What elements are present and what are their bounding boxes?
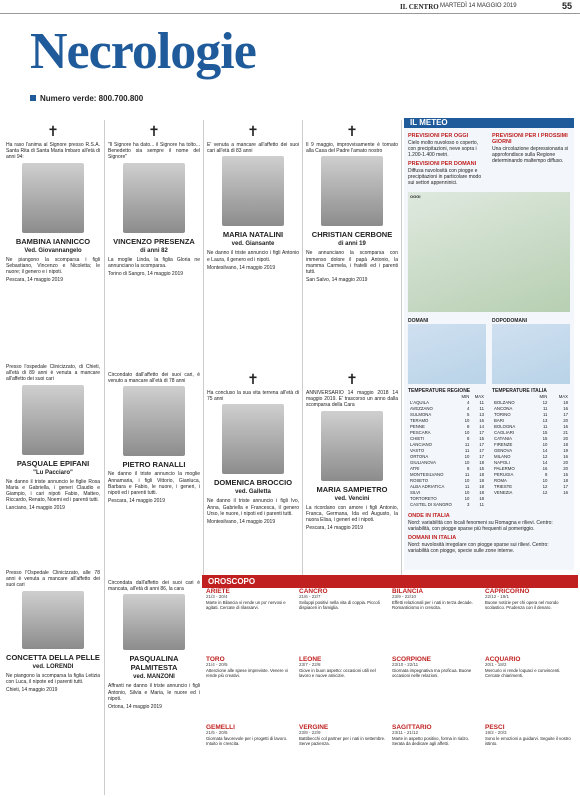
sign-name: CAPRICORNO [485, 588, 530, 595]
table-cell: 3 [466, 502, 470, 507]
deceased-name: MARIA SAMPIETRO [316, 484, 388, 494]
forecast-tomorrow-text: Diffusa nuvolosità con piogge e precipitazioni in particolare modo sui settori appenninici. [408, 168, 482, 186]
notice-intro: "Il Signore ha dato... il Signore ha tolto... Benedetto sia sempre il nome del Signore" [108, 142, 200, 161]
table-cell: VENEZIA [494, 490, 513, 495]
notice-body: La moglie Linda, la figlia Gloria ne annunciano la scomparsa. [108, 256, 200, 269]
weather-panel [404, 118, 574, 570]
table-cell: 17 [479, 430, 484, 435]
sign-name: BILANCIA [392, 588, 424, 595]
cross-icon: ✝ [148, 123, 160, 139]
table-cell: 18 [479, 484, 484, 489]
table-cell: 10 [464, 490, 470, 495]
table-cell: 21 [563, 430, 568, 435]
table-cell: 20 [563, 466, 568, 471]
horoscope-sign [299, 589, 387, 611]
table-cell: 11 [479, 502, 484, 507]
map-dopodomani-label: DOPODOMANI [492, 318, 527, 324]
tomorrow-italy-heading: DOMANI IN ITALIA [408, 535, 457, 541]
horoscope-sign [485, 657, 573, 679]
sign-name: PESCI [485, 724, 505, 731]
deceased-subtitle: di anni 19 [338, 241, 366, 248]
map-domani-label: DOMANI [408, 318, 429, 324]
notice-place-date: Torino di Sangro, 14 maggio 2019 [108, 271, 184, 278]
deceased-name: VINCENZO PRESENZA [113, 236, 195, 246]
notice-place-date: Pescara, 14 maggio 2019 [108, 498, 165, 505]
table-cell: 20 [563, 460, 568, 465]
column-divider [302, 120, 303, 575]
sign-name: ACQUARIO [485, 656, 521, 663]
sea-heading: ONDE IN ITALIA [408, 513, 450, 519]
table-cell: 20 [563, 418, 568, 423]
map-domani [408, 318, 486, 384]
sign-text: Giove in buon aspetto: occasioni utili nel lavoro e nuove amicizie. [299, 667, 376, 679]
cross-icon: ✝ [247, 371, 259, 387]
horoscope-sign [392, 589, 480, 611]
notice-body: Ne danno il triste annuncio la moglie Annamaria, i figli Vittorio, Gianluca, Barbara e Fabio, le nuore, i generi, i nipoti ed i parenti tutti. [108, 471, 200, 497]
sign-dates: 21/3 - 20/4 [206, 594, 228, 600]
table-cell: 15 [563, 472, 568, 477]
table-cell: FIRENZE [494, 442, 513, 447]
cross-icon: ✝ [346, 371, 358, 387]
tomorrow-italy-text: Nord: nuvolosità irregolare con piogge sparse sui rilievi. Centro: variabilità con piogge, specie sulle zone interne. [408, 542, 549, 554]
table-cell: 16 [563, 454, 568, 459]
table-cell: ROMA [494, 478, 507, 483]
sign-dates: 23/8 - 22/9 [299, 730, 321, 736]
table-cell: 13 [479, 412, 484, 417]
table-cell: 5 [466, 412, 470, 417]
table-cell: 18 [563, 400, 568, 405]
table-cell: 11 [464, 472, 470, 477]
deceased-name: CONCETTA DELLA PELLE [6, 652, 100, 662]
table-cell: 17 [479, 442, 484, 447]
notice-place-date: Lanciano, 14 maggio 2019 [6, 505, 65, 512]
sign-dates: 21/4 - 20/5 [206, 662, 228, 668]
phone-number: Numero verde: 800.700.800 [40, 94, 144, 103]
table-cell: 10 [464, 496, 470, 501]
table-cell: 10 [542, 442, 548, 447]
obituary-notice [306, 122, 398, 285]
notice-place-date: Montesilvano, 14 maggio 2019 [207, 264, 276, 271]
notice-intro: E' venuta a mancare all'affetto dei suoi cari all'età di 83 anni [207, 142, 299, 155]
table-cell: TERAMO [410, 418, 429, 423]
deceased-name: MARIA NATALINI [222, 230, 284, 240]
horoscope-sign [392, 725, 480, 747]
deceased-name: BAMBINA IANNICCO [15, 236, 91, 246]
column-header: MIN [461, 394, 470, 399]
table-cell: 10 [464, 460, 470, 465]
obituary-notice [108, 122, 200, 279]
table-cell: 12 [542, 454, 548, 459]
table-cell: 16 [542, 466, 548, 471]
sign-name: SAGITTARIO [392, 724, 432, 731]
sign-text: Mercurio vi rende loquaci e convincenti. Cercate chiarimenti. [485, 667, 561, 679]
table-cell: 18 [479, 472, 484, 477]
sign-dates: 23/9 - 22/10 [392, 594, 417, 600]
table-row [492, 490, 570, 496]
portrait-photo [222, 404, 284, 474]
table-cell: TORINO [494, 412, 511, 417]
column-divider [104, 120, 105, 795]
temperature-tables [404, 386, 574, 510]
table-cell: SULMONA [410, 412, 432, 417]
table-cell: 8 [466, 466, 470, 471]
table-cell: TORTORETO [410, 496, 437, 501]
portrait-photo [321, 156, 383, 226]
deceased-subtitle: di anni 82 [140, 247, 168, 254]
table-cell: MILANO [494, 454, 511, 459]
horoscope-section [202, 575, 578, 795]
table-cell: 15 [542, 430, 548, 435]
deceased-name: PASQUALINA PALMITESTA [129, 654, 179, 673]
horoscope-sign [206, 589, 294, 611]
sign-name: CANCRO [299, 588, 328, 595]
notice-place-date: Montesilvano, 14 maggio 2019 [207, 519, 276, 526]
deceased-subtitle: ved. Galletta [235, 489, 271, 496]
phone-line [30, 94, 143, 103]
map-dopodomani-image [492, 324, 570, 384]
temp-italia [492, 388, 570, 508]
portrait-photo [321, 411, 383, 481]
table-cell: 18 [563, 478, 568, 483]
cross-icon: ✝ [47, 123, 59, 139]
table-cell: CAGLIARI [494, 430, 515, 435]
table-cell: 18 [479, 496, 484, 501]
forecast-tomorrow-heading: PREVISIONI PER DOMANI [408, 161, 477, 167]
portrait-photo [22, 163, 84, 233]
table-cell: 14 [479, 424, 484, 429]
deceased-name: DOMENICA BROCCIO [213, 478, 293, 488]
table-cell: CHIETI [410, 436, 425, 441]
deceased-subtitle: ved. LORENDI [32, 663, 74, 670]
notice-place-date: Ortona, 14 maggio 2019 [108, 704, 162, 711]
forecast-col-left [408, 130, 486, 186]
column-header: MIN [539, 394, 548, 399]
table-cell: 18 [479, 460, 484, 465]
sign-text: Sono le emozioni a guidarvi. Seguite il vostro istinto. [485, 735, 571, 747]
table-cell: 17 [479, 454, 484, 459]
table-cell: 13 [542, 418, 548, 423]
sign-text: Marte in Bilancia vi rende un po' nervosi e agitati. Cercate di rilassarvi. [206, 599, 286, 611]
table-cell: NAPOLI [494, 460, 510, 465]
forecast-today-text: Cielo molto nuvoloso o coperto, con precipitazioni, neve sopra i 1.200-1.400 metri. [408, 140, 479, 158]
table-cell: 11 [542, 412, 548, 417]
table-cell: 19 [563, 448, 568, 453]
notice-intro: ANNIVERSARIO 14 maggio 2018 14 maggio 2019. E' trascorso un anno dalla scomparsa della Cara [306, 390, 398, 409]
sign-name: ARIETE [206, 588, 230, 595]
deceased-subtitle: ved. Giansante [231, 241, 275, 248]
sign-text: Attenzione alle spese impreviste. Venere vi rende più creativi. [206, 667, 288, 679]
table-cell: TRIESTE [494, 484, 513, 489]
sign-text: Effetti relazionali per i nati in terza decade. Romanticismo in crescita. [392, 599, 473, 611]
table-cell: 11 [542, 424, 548, 429]
page-header [0, 0, 580, 14]
deceased-subtitle: Ved. Giovannangelo [24, 247, 82, 254]
column-header: MAX [474, 394, 484, 399]
notice-intro: Circondata dall'affetto dei suoi cari è mancata, all'età di anni 86, la cara [108, 580, 200, 593]
temp-regione [408, 388, 486, 508]
table-cell: CATANIA [494, 436, 512, 441]
issue-date: MARTEDÌ 14 MAGGIO 2019 [440, 3, 517, 9]
table-row [408, 502, 486, 508]
portrait-photo [123, 163, 185, 233]
column-divider [203, 120, 204, 575]
table-cell: 14 [542, 448, 548, 453]
table-cell: BOLOGNA [494, 424, 516, 429]
notice-body: Ne piangono la scomparsa i figli Sebastiano, Vincenzo e Nicoletta; le nuore; il genero e i nipoti. [6, 256, 100, 276]
table-cell: 18 [479, 478, 484, 483]
table-cell: 20 [563, 436, 568, 441]
table-cell: 16 [563, 490, 568, 495]
table-cell: 17 [563, 412, 568, 417]
table-cell: 8 [545, 472, 548, 477]
sign-text: Giornata impegnativa ma proficua. Buone occasioni nelle relazioni. [392, 667, 472, 679]
notice-intro: Ha raso l'anima al Signore presso R.S.A. Santa Rita di Santa Maria Imbaro all'età di anni 94: [6, 142, 100, 161]
sign-text: Giornata favorevole per i progetti di lavoro. Intuito in crescita. [206, 735, 288, 747]
obituary-notice [306, 370, 398, 533]
sign-dates: 23/7 - 22/8 [299, 662, 321, 668]
forecast-col-right [492, 130, 570, 186]
table-cell: 11 [542, 406, 548, 411]
table-cell: BOLZANO [494, 400, 515, 405]
weather-map [408, 192, 570, 312]
sign-name: GEMELLI [206, 724, 235, 731]
sign-dates: 23/10 - 22/11 [392, 662, 419, 668]
notice-body: Ne danno il triste annuncio i figli Ivo, Anna, Gabriella e Francesca, il genero Urso, le nuore, i nipoti ed i parenti tutti. [207, 498, 299, 517]
cross-icon: ✝ [346, 123, 358, 139]
sign-dates: 21/5 - 20/6 [206, 730, 228, 736]
table-cell: 12 [542, 400, 548, 405]
forecast-days-heading: PREVISIONI PER I PROSSIMI GIORNI [492, 133, 568, 145]
deceased-name: CHRISTIAN CERBONE [311, 230, 393, 240]
sign-text: Marte in aspetto positivo, forma in rialzo. Serata da dedicare agli affetti. [392, 735, 470, 747]
table-cell: 11 [464, 448, 470, 453]
sign-text: Battibecchi col partner per i nati in settembre. Serve pazienza. [299, 735, 386, 747]
notice-body: Affranti ne danno il triste annuncio i figli Antonio, Silvia e Maria, le nuore ed i nipoti. [108, 683, 200, 702]
sign-dates: 23/11 - 21/12 [392, 730, 419, 736]
deceased-name: PIETRO RANALLI [122, 460, 186, 470]
table-cell: 10 [464, 430, 470, 435]
sign-dates: 21/6 - 22/7 [299, 594, 321, 600]
table-cell: 12 [542, 490, 548, 495]
column-divider [401, 120, 402, 575]
small-maps [404, 316, 574, 386]
sign-dates: 22/12 - 19/1 [485, 594, 510, 600]
obituary-notice [6, 568, 100, 695]
obituary-notice [108, 578, 200, 712]
cross-icon: ✝ [247, 123, 259, 139]
temp-regione-heading: TEMPERATURE REGIONE [408, 388, 471, 394]
obituary-notice [207, 370, 299, 527]
horoscope-sign [299, 657, 387, 679]
notice-place-date: Pescara, 14 maggio 2019 [306, 525, 363, 532]
deceased-subtitle: "Lu Pacciaro" [33, 469, 73, 476]
notice-body: Ne annunciano la scomparsa con immenso dolore il papà Antonio, la mamma Carmela, i fratelli ed i parenti tutti. [306, 250, 398, 276]
table-cell: PENNE [410, 424, 425, 429]
temp-italia-table [492, 394, 570, 496]
table-cell: VASTO [410, 448, 425, 453]
table-cell: 11 [464, 442, 470, 447]
notice-body: Ne danno il triste annuncio i figli Antonio e Laura, il genero ed i nipoti. [207, 250, 299, 263]
map-dopodomani [492, 318, 570, 384]
portrait-photo [222, 156, 284, 226]
portrait-photo [123, 594, 185, 650]
notice-place-date: Pescara, 14 maggio 2019 [6, 277, 63, 284]
table-cell: SILVI [410, 490, 421, 495]
sign-dates: 19/2 - 20/3 [485, 730, 507, 736]
sign-name: SCORPIONE [392, 656, 432, 663]
table-cell: AVEZZANO [410, 406, 433, 411]
section-title: Necrologie [30, 23, 256, 80]
notice-intro: Presso l'Ospedale Clinicizzato, alle 78 anni è venuta a mancare all'affetto dei suoi cari [6, 570, 100, 589]
obituary-notice [207, 122, 299, 273]
notice-intro: Il 9 maggio, improvvisamente è tornato alla Casa del Padre l'amato nostro [306, 142, 398, 155]
table-cell: CASTEL DI SANGRO [410, 502, 452, 507]
table-cell: 17 [563, 484, 568, 489]
table-cell: GENOVA [494, 448, 513, 453]
portrait-photo [22, 385, 84, 455]
table-cell: 14 [542, 460, 548, 465]
table-cell: 10 [464, 478, 470, 483]
obituary-notice [6, 122, 100, 285]
table-cell: 11 [479, 400, 484, 405]
table-cell: 8 [466, 424, 470, 429]
notice-intro: Circondato dall'affetto dei suoi cari, è venuto a mancare all'età di 78 anni [108, 372, 200, 385]
horoscope-sign [485, 725, 573, 747]
table-cell: 15 [542, 436, 548, 441]
table-cell: 18 [563, 442, 568, 447]
portrait-photo [123, 386, 185, 456]
notice-body: Ne danno il triste annuncio le figlie Rosa Maria e Gabriella, i generi Claudio e Giampio, i cari nipoti Fabio, Matteo, Riccardo, Renato, Noemi ed i parenti tutti. [6, 478, 100, 504]
map-label: OGGI [410, 194, 421, 199]
horoscope-title: OROSCOPO [202, 575, 578, 588]
table-cell: ORTONA [410, 454, 429, 459]
table-cell: PESCARA [410, 430, 431, 435]
notice-body: La ricordano con amore i figli Antonio, Franca, Germana, Ida ed Augusto, la nuora Elisa, i generi ed i nipoti. [306, 504, 398, 524]
temp-regione-table [408, 394, 486, 508]
sea-text: Nord: variabilità con locali fenomeni su Romagna e rilievi. Centro: variabilità, con piogge sparse più frequenti al pomeriggio. [408, 520, 553, 532]
forecast-days-text: Una circolazione depressionaria si approfondisce sulla Regione determinando maltempo diffuso. [492, 146, 569, 164]
column-header: MAX [558, 394, 568, 399]
table-cell: 4 [466, 406, 470, 411]
sign-name: LEONE [299, 656, 322, 663]
horoscope-sign [485, 589, 573, 611]
horoscope-sign [206, 657, 294, 679]
deceased-subtitle: ved. MANZONI [133, 674, 175, 681]
table-cell: ANCONA [494, 406, 513, 411]
notice-intro: Presso l'ospedale Clinicizzato, di Chieti, all'età di 89 anni è venuta a mancare all'affetto dei suoi cari [6, 364, 100, 383]
sign-name: VERGINE [299, 724, 329, 731]
table-cell: 12 [542, 484, 548, 489]
notice-place-date: Chieti, 14 maggio 2019 [6, 687, 58, 694]
square-icon [30, 95, 36, 101]
portrait-photo [22, 591, 84, 649]
table-cell: BARI [494, 418, 505, 423]
table-cell: 4 [466, 400, 470, 405]
deceased-name: PASQUALE EPIFANI [16, 458, 90, 468]
table-cell: ALBA ADRIATICA [410, 484, 445, 489]
horoscope-sign [392, 657, 480, 679]
table-cell: 15 [479, 436, 484, 441]
temp-italia-heading: TEMPERATURE ITALIA [492, 388, 547, 394]
deceased-subtitle: ved. Vencini [334, 495, 370, 502]
page-number: 55 [561, 1, 572, 11]
map-domani-image [408, 324, 486, 384]
notice-place-date: San Salvo, 14 maggio 2019 [306, 277, 368, 284]
table-cell: MONTESILVANO [410, 472, 444, 477]
sign-text: Buone notizie per chi opera nel mondo scolastico. Prudenza con il denaro. [485, 599, 559, 611]
table-cell: L'AQUILA [410, 400, 429, 405]
table-cell: 18 [479, 490, 484, 495]
newspaper-brand: IL CENTRO [400, 3, 439, 11]
sign-text: Sviluppi positivi nella vita di coppia. Piccoli dispiaceri in famiglia. [299, 599, 380, 611]
table-cell: 11 [464, 484, 470, 489]
table-cell: 16 [563, 406, 568, 411]
table-cell: 11 [479, 406, 484, 411]
sign-dates: 20/1 - 18/2 [485, 662, 507, 668]
table-cell: GIULIANOVA [410, 460, 436, 465]
forecast-columns [404, 128, 574, 188]
horoscope-sign [206, 725, 294, 747]
table-cell: PALERMO [494, 466, 515, 471]
notice-intro: Ha concluso la sua vita terrena all'età di 75 anni [207, 390, 299, 403]
forecast-today-heading: PREVISIONI PER OGGI [408, 133, 469, 139]
table-cell: 10 [464, 418, 470, 423]
table-cell: 10 [542, 478, 548, 483]
weather-title: IL METEO [404, 118, 574, 128]
table-cell: 15 [479, 466, 484, 471]
horoscope-sign [299, 725, 387, 747]
table-cell: LANCIANO [410, 442, 432, 447]
table-cell: PERUGIA [494, 472, 514, 477]
table-cell: 10 [464, 454, 470, 459]
obituary-notice [6, 362, 100, 514]
table-cell: 16 [479, 418, 484, 423]
table-cell: ATRI [410, 466, 420, 471]
table-cell: 17 [479, 448, 484, 453]
table-cell: ROSETO [410, 478, 429, 483]
table-cell: 16 [563, 424, 568, 429]
sea-block [404, 513, 574, 554]
table-cell: 8 [466, 436, 470, 441]
obituary-notice [108, 370, 200, 506]
sign-name: TORO [206, 656, 225, 663]
notice-body: Ne piangono la scomparsa la figlia Letizia con Luca, il nipote ed i parenti tutti. [6, 672, 100, 685]
